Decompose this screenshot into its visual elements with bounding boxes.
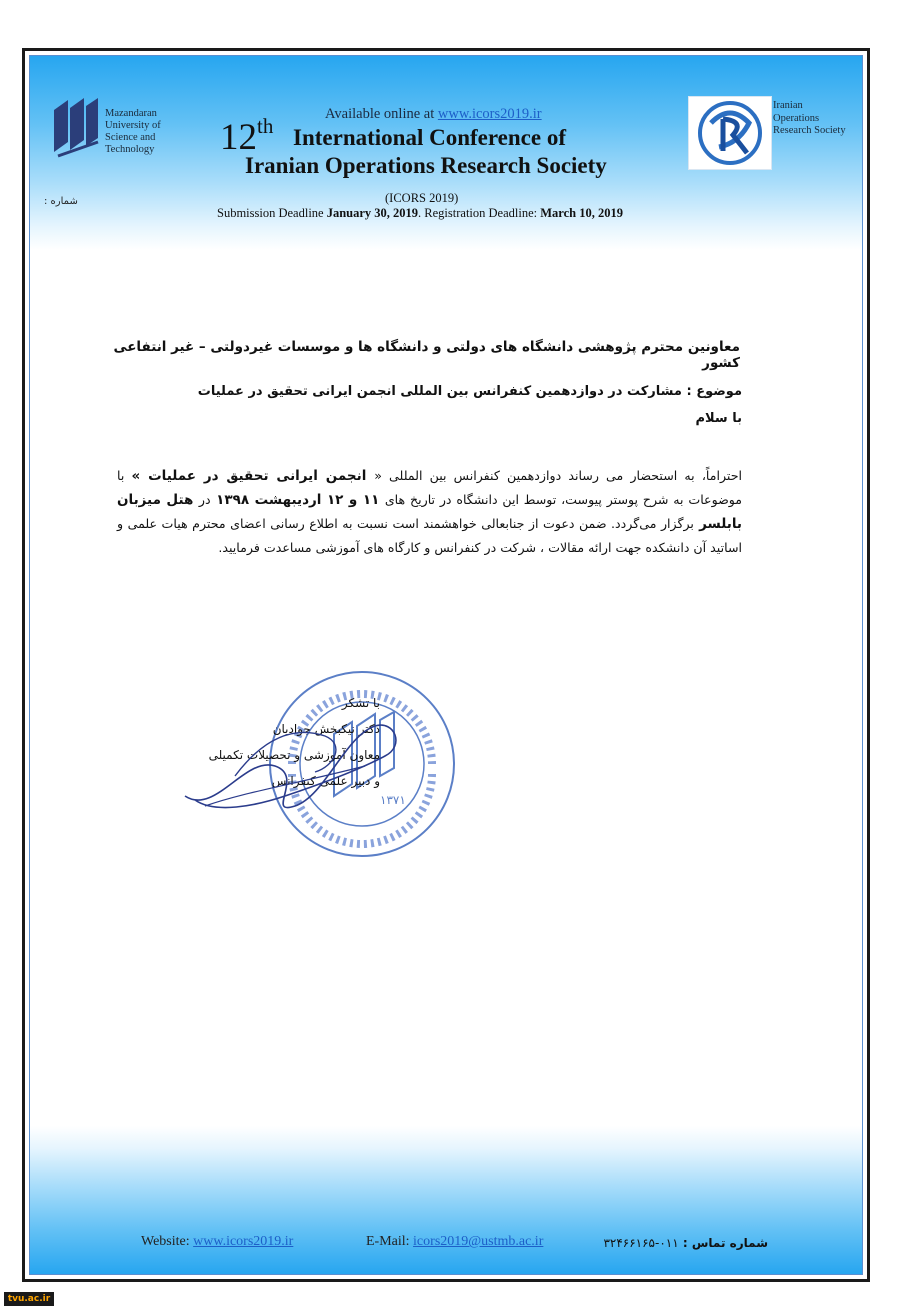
letter-subject: موضوع : مشارکت در دوازدهمین کنفرانس بین المللی انجمن ایرانی تحقیق در عملیات [197, 384, 742, 399]
footer-email: E-Mail: icors2019@ustmb.ac.ir [366, 1234, 544, 1249]
footer-website-link[interactable]: www.icors2019.ir [193, 1234, 294, 1249]
footer-email-link[interactable]: icors2019@ustmb.ac.ir [413, 1234, 544, 1249]
svg-text:۱۳۷۱: ۱۳۷۱ [380, 793, 406, 807]
inner-border [29, 55, 863, 1275]
available-online-line: Available online at www.icors2019.ir [325, 106, 542, 122]
footer-website: Website: www.icors2019.ir [141, 1234, 294, 1249]
letter-body: احتراماً، به استحضار می رساند دوازدهمین کنفرانس بین المللی « انجمن ایرانی تحقیق در عملیات » با موضوعات به شرح پوستر پیوست، توسط این دانشگاه در تاریخ های ۱۱ و ۱۲ اردیبهشت ۱۳۹۸ در هتل میزبان بابلسر برگزار می‌گردد. ضمن دعوت از جنابعالی خواهشمند است نسبت به اطلاع رسانی اعضای محترم هیات علمی و اساتید آن دانشکده جهت ارائه مقالات ، شرکت در کنفرانس و کارگاه های آموزشی مساعدت فرمایید. [117, 468, 743, 555]
letter-recipient: معاونین محترم پژوهشی دانشگاه های دولتی و دانشگاه ها و موسسات غیردولتی – غیر انتفاعی کشور [113, 339, 740, 371]
letter-number-label: شماره : [44, 196, 78, 207]
conference-acronym: (ICORS 2019) [385, 191, 459, 205]
footer-phone-number: ۰۱۱-۳۲۴۶۶۱۶۵ [603, 1236, 679, 1250]
signatory-title: معاون آموزشی و تحصیلات تکمیلی [208, 748, 380, 762]
university-name: Mazandaran University of Science and Technology [105, 108, 161, 155]
signature-thanks: با تشکر [341, 696, 380, 710]
conference-edition: 12th [220, 114, 274, 158]
handwritten-signature-icon [175, 696, 415, 826]
conference-url-link[interactable]: www.icors2019.ir [437, 106, 542, 122]
society-logo-icon [688, 96, 772, 170]
site-watermark: tvu.ac.ir [4, 1292, 54, 1306]
footer-phone: شماره تماس : ۰۱۱-۳۲۴۶۶۱۶۵ [603, 1236, 768, 1250]
society-name: Iranian Operations Research Society [773, 100, 846, 136]
conference-title-line1: International Conference of [293, 125, 566, 150]
deadline-line: Submission Deadline January 30, 2019. Registration Deadline: March 10, 2019 [217, 206, 623, 220]
footer-band [30, 1126, 862, 1274]
header-band [30, 56, 862, 250]
signatory-name: دکتر نیکبخش جوادیان [272, 722, 380, 736]
letter-greeting: با سلام [695, 411, 742, 426]
university-logo-icon [48, 94, 104, 164]
signatory-role: و دبیر علمی کنفرانس [271, 774, 380, 788]
conference-title-line2: Iranian Operations Research Society [245, 153, 607, 178]
letterhead-page [22, 48, 870, 1282]
